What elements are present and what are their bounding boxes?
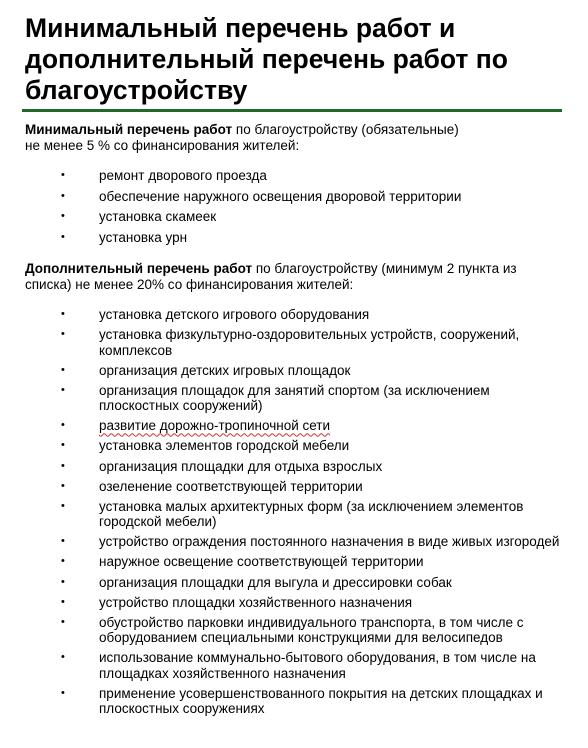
bullet-icon: • (61, 383, 65, 396)
list-item (0, 363, 580, 379)
list-item (0, 189, 580, 205)
list-item (0, 230, 580, 246)
list-item (0, 615, 580, 646)
bullet-icon: • (61, 363, 65, 376)
list-item (0, 209, 580, 225)
list-item-text: озеленение соответствующей территории (99, 478, 363, 494)
minimum-list-heading: Минимальный перечень работ (25, 122, 233, 137)
list-item (0, 418, 580, 434)
additional-list-intro-text: по благоустройству (минимум 2 пункта из списка) не менее 20% со финансирования жителей: (25, 261, 517, 292)
bullet-icon: • (61, 189, 65, 202)
bullet-icon: • (61, 615, 65, 628)
list-item-text: наружное освещение соответствующей территории (99, 554, 424, 570)
list-item-text: установка физкультурно-оздоровительных устройств, сооружений, комплексов (99, 327, 520, 358)
bullet-icon: • (61, 651, 65, 664)
list-item (0, 327, 580, 358)
list-item-text: установка детского игрового оборудования (99, 307, 370, 322)
bullet-icon: • (61, 419, 65, 432)
list-item-text: установка элементов городской мебели (99, 438, 350, 454)
list-item (0, 479, 580, 495)
list-item (0, 438, 580, 454)
list-item (0, 595, 580, 611)
bullet-icon: • (61, 595, 65, 608)
bullet-icon: • (61, 555, 65, 568)
minimum-list-intro (25, 122, 565, 153)
list-item-text: установка малых архитектурных форм (за исключением элементов городской мебели) (99, 498, 524, 530)
list-item-text: организация площадки для выгула и дрессировки собак (99, 574, 452, 590)
bullet-icon: • (61, 686, 65, 699)
list-item-text: применение усовершенствованного покрытия на детских площадках и плоскостных сооружениях (99, 685, 543, 717)
list-item-text: организация детских игровых площадок (99, 362, 351, 378)
additional-list-intro (25, 261, 565, 292)
list-item (0, 383, 580, 414)
bullet-icon: • (61, 308, 65, 320)
bullet-icon: • (61, 535, 65, 548)
minimum-list-intro-text: по благоустройству (обязательные) (232, 122, 459, 137)
list-item (0, 554, 580, 570)
list-item-text: установка урн (99, 229, 188, 245)
list-item (0, 499, 580, 530)
list-item (0, 168, 580, 184)
list-item-text: организация площадки для отдыха взрослых (99, 458, 383, 474)
list-item-text: организация площадок для занятий спортом (за исключением плоскостных сооружений) (99, 382, 490, 414)
bullet-icon: • (61, 459, 65, 472)
list-item-text: устройство площадки хозяйственного назначения (99, 594, 413, 610)
list-item (0, 459, 580, 475)
list-item-text: ремонт дворового проезда (99, 168, 267, 183)
minimum-list-intro-text-2: не менее 5 % со финансирования жителей: (25, 137, 300, 153)
bullet-icon: • (61, 499, 65, 512)
bullet-icon: • (61, 575, 65, 588)
title-divider (22, 109, 562, 112)
list-item-text: обеспечение наружного освещения дворовой территории (99, 188, 462, 204)
list-item-text: использование коммунально-бытового оборудования, в том числе на площадках хозяйственного назначения (99, 650, 536, 681)
additional-works-list (0, 307, 580, 722)
additional-list-heading: Дополнительный перечень работ (25, 261, 253, 276)
list-item (0, 650, 580, 681)
bullet-icon: • (61, 230, 65, 243)
list-item-text: устройство ограждения постоянного назначения в виде живых изгородей (99, 534, 560, 550)
bullet-icon: • (61, 210, 65, 222)
bullet-icon: • (61, 169, 65, 181)
list-item-text: установка скамеек (99, 209, 217, 224)
bullet-icon: • (61, 328, 65, 341)
page-title: Минимальный перечень работ и дополнительный перечень работ по благоустройству (25, 13, 508, 105)
list-item (0, 534, 580, 550)
bullet-icon: • (61, 479, 65, 492)
list-item (0, 575, 580, 591)
list-item-text: развитие дорожно-тропиночной сети (99, 418, 331, 434)
bullet-icon: • (61, 439, 65, 452)
list-item (0, 686, 580, 717)
minimum-works-list (0, 168, 580, 250)
list-item-text: обустройство парковки индивидуального транспорта, в том числе с оборудованием специальными конструкциями для велосипедов (99, 614, 524, 646)
list-item (0, 307, 580, 323)
